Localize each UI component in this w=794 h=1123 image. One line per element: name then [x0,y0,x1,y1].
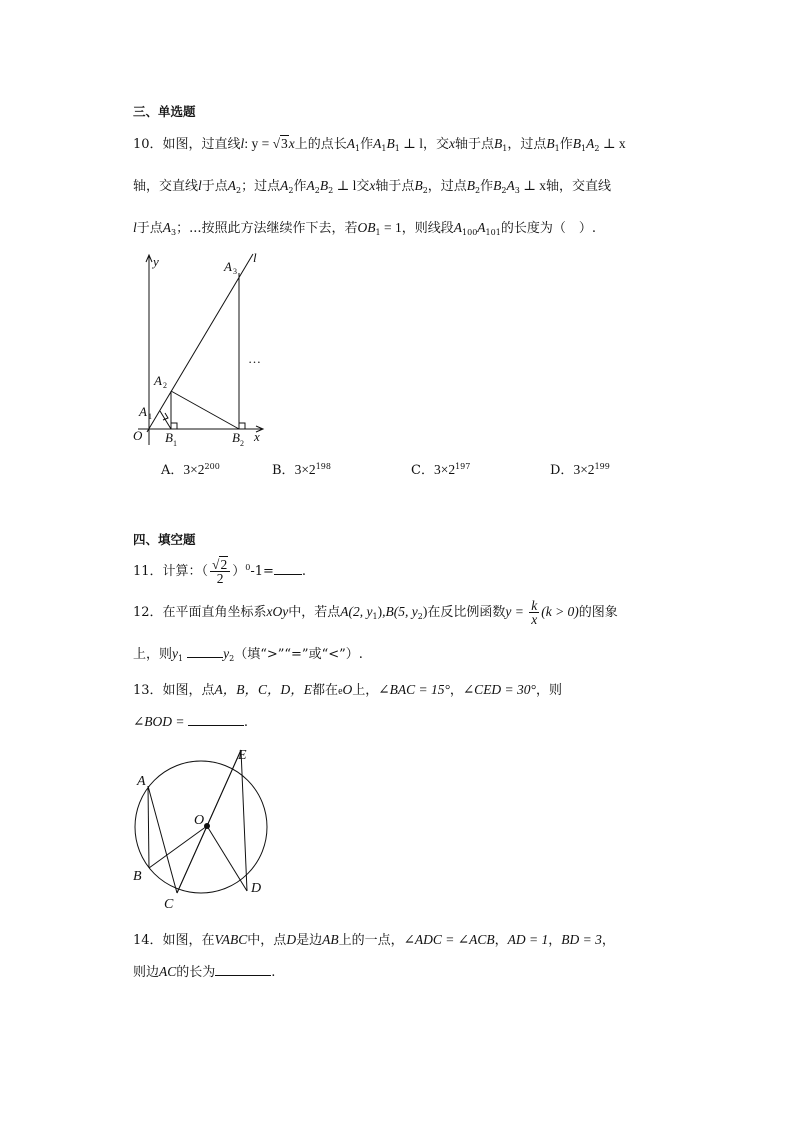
q11-line: 11．计算：（ $\frac{√2}{2}$ ）$^0$-1= . [133,557,307,586]
section-3-heading: 三、单选题 [133,104,196,119]
radius-od [207,826,247,891]
q12-answer-blank[interactable] [187,646,223,658]
line-l [147,254,253,432]
q10-line-3: l于点$A_3$；...按照此方法继续作下去，若$OB_1 = 1$，则线段$A_{100}A_{101}$的长度为（ ）. [133,220,596,237]
q10-option-a[interactable]: A．$3\times 2^{200}$ [161,462,220,478]
q12-line-1: 12．在平面直角坐标系xOy中，若点A(2, $y_1),B(5$, $y_2$)在反比例函数y = $\frac{k}{x}$ (k > 0)的图象 [133,598,618,627]
b2-label: B [232,430,240,445]
y-axis-label: y [153,254,159,269]
right-angle-b1 [171,423,177,429]
q13-answer-blank[interactable] [188,714,244,726]
b1-label: B [165,430,173,445]
a2-sub: 2 [163,381,167,390]
q11-answer-blank[interactable] [274,563,302,575]
q13-line-1: 13．如图，点A，B，C，D，E都在eO上，∠BAC = 15°，∠CED = 30°，则 [133,682,562,698]
b1-sub: 1 [173,439,177,448]
point-c-label: C [164,897,174,912]
chord-ab [148,786,149,868]
a1-sub: 1 [148,412,152,421]
radius-ob [149,826,207,868]
a2-label: A [154,373,162,388]
point-o-label: O [194,813,205,828]
q13-line-2: ∠BOD = . [133,714,249,730]
chord-ec [177,750,241,893]
q10-option-d[interactable]: D．$3\times 2^{199}$ [550,462,610,478]
continuation-dots: … [248,351,261,366]
a3-label: A [224,259,232,274]
q10-figure [132,250,272,450]
b2-sub: 2 [240,439,244,448]
point-b-label: B [133,869,142,884]
q12-line-2: 上，则$y_1$ $y_2$（填“>”“=”或“<”）. [133,646,363,663]
right-angle-b2 [239,423,245,429]
origin-label: O [133,428,143,443]
a1-label: A [139,404,147,419]
q10-option-b[interactable]: B．$3\times 2^{198}$ [272,462,331,478]
point-a-label: A [137,774,146,789]
chord-ed [241,750,247,891]
q14-line-2: 则边AC的长为 . [133,964,276,980]
segment-a2-b2 [171,391,239,429]
q13-figure [128,742,288,914]
line-l-label: l [253,250,257,265]
x-axis-label: x [254,429,260,444]
a3-sub: 3 [233,267,237,276]
chord-ac [148,786,177,893]
q10-line-1: 10．如图，过直线l: y = √3x上的点长$A_1$作$A_1B_1$ ⊥ l，交x轴于点$B_1$，过点$B_1$作$B_1A_2$ ⊥ x [133,136,626,153]
q10-line-2: 轴，交直线l于点$A_2$；过点$A_2$作$A_2B_2$ ⊥ l交x轴于点$B_2$，过点$B_2$作$B_2A_3$ ⊥ x轴，交直线 [133,178,612,195]
section-4-heading: 四、填空题 [133,532,196,547]
q14-line-1: 14．如图，在VABC中，点D是边AB上的一点，∠ADC = ∠ACB，AD = 1，BD = 3， [133,932,615,948]
q10-option-c[interactable]: C．$3\times 2^{197}$ [411,462,471,478]
q14-answer-blank[interactable] [215,964,271,976]
center-point [204,823,210,829]
point-d-label: D [251,881,262,896]
point-e-label: E [238,748,247,763]
